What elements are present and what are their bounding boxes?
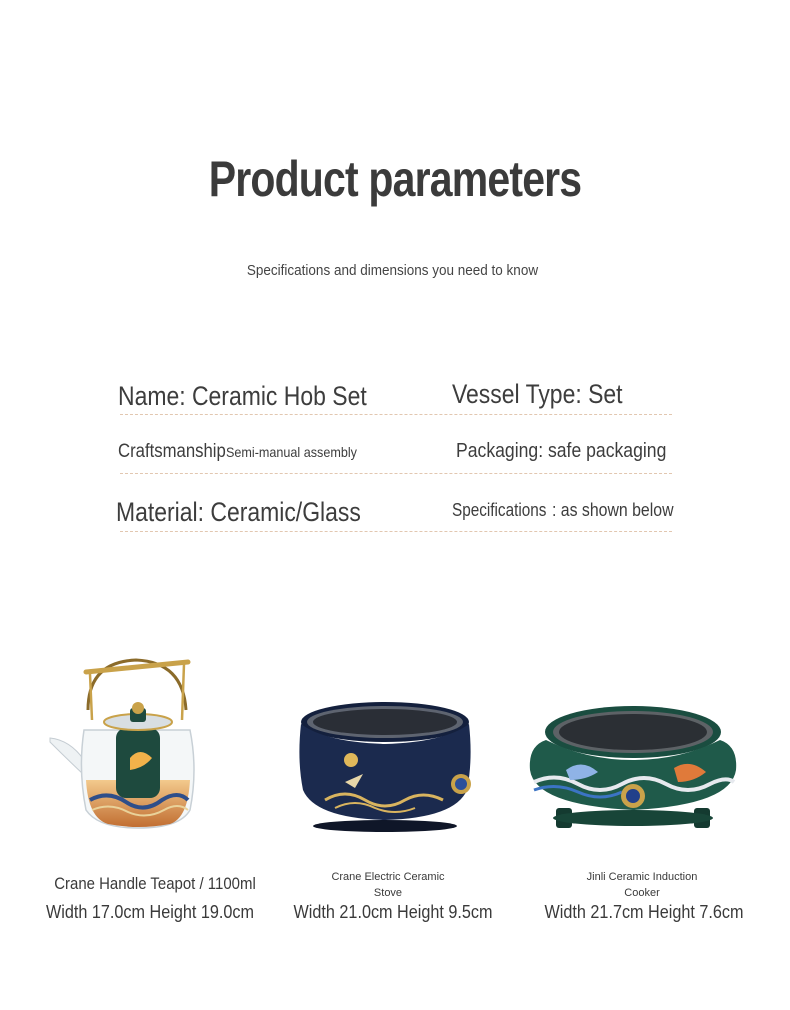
divider-row-3: [120, 531, 672, 532]
product-dimensions-teapot: Width 17.0cm Height 19.0cm: [45, 902, 254, 922]
product-dimensions-stove: Width 21.0cm Height 9.5cm: [293, 902, 493, 922]
param-name: Name: Ceramic Hob Set: [118, 381, 367, 411]
param-craftsmanship: [118, 441, 372, 463]
craftsmanship-value: Semi-manual assembly: [226, 444, 357, 460]
param-specifications: [452, 500, 690, 521]
product-name-induction: [572, 869, 712, 901]
stove-name-line-1: Crane Electric Ceramic: [331, 871, 445, 883]
page-subtitle: Specifications and dimensions you need to know: [246, 262, 539, 279]
product-dimensions-induction: Width 21.7cm Height 7.6cm: [544, 902, 744, 922]
product-name-stove: [318, 869, 458, 901]
craftsmanship-label: Craftsmanship: [118, 441, 226, 462]
param-vessel-type: Vessel Type: Set: [452, 379, 623, 409]
induction-cooker-image: [526, 700, 741, 835]
induction-name-line-2: Cooker: [624, 887, 660, 899]
teapot-image: [48, 650, 228, 835]
electric-stove-image: [295, 700, 475, 835]
specifications-value: : as shown below: [552, 500, 674, 520]
page-title: Product parameters: [208, 151, 582, 207]
specifications-label: Specifications: [452, 500, 547, 520]
param-packaging: Packaging: safe packaging: [456, 440, 667, 462]
induction-name-line-1: Jinli Ceramic Induction: [586, 871, 698, 883]
divider-row-1: [120, 414, 672, 415]
divider-row-2: [120, 473, 672, 474]
stove-name-line-2: Stove: [373, 887, 403, 899]
product-name-teapot: Crane Handle Teapot / 1100ml: [54, 874, 256, 893]
param-material: Material: Ceramic/Glass: [116, 497, 361, 527]
